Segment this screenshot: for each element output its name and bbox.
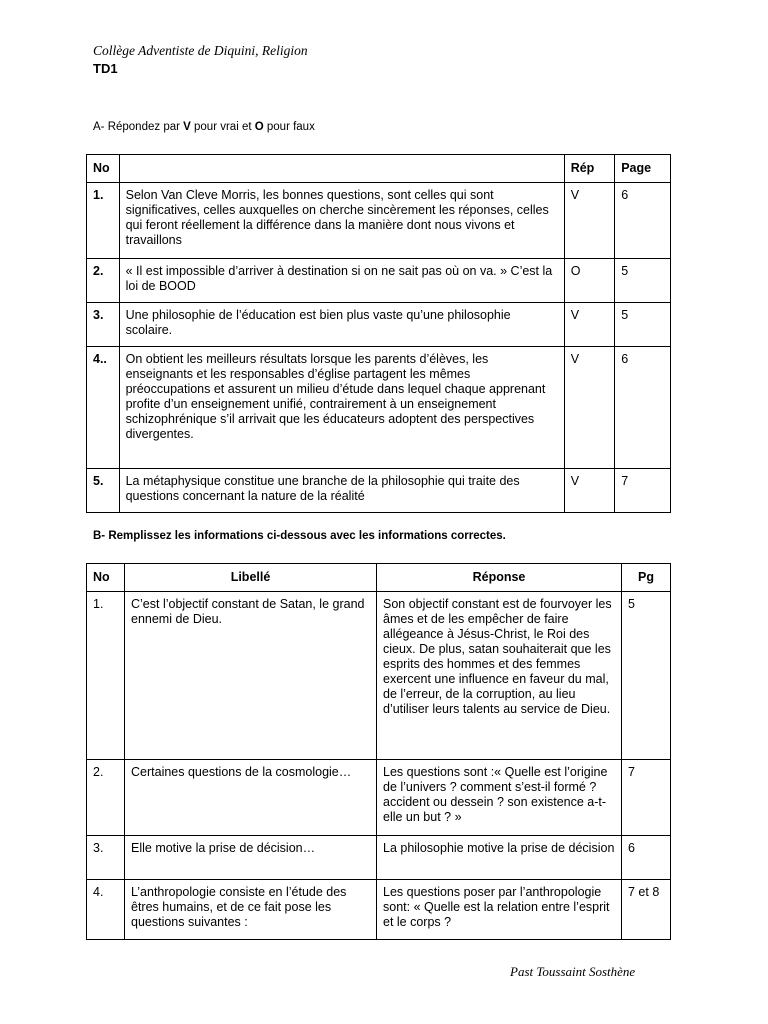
row-pg: 5: [622, 592, 671, 760]
signature: Past Toussaint Sosthène: [510, 964, 636, 979]
row-number: 3.: [87, 836, 125, 880]
row-pg: 7 et 8: [622, 880, 671, 940]
row-page: 7: [615, 469, 671, 513]
row-number: 2.: [87, 259, 120, 303]
row-answer: V: [564, 469, 615, 513]
row-statement: Une philosophie de l’éducation est bien plus vaste qu’une philosophie scolaire.: [119, 303, 564, 347]
fill-in-table: [86, 563, 671, 940]
table-row: [87, 259, 671, 303]
row-answer: V: [564, 183, 615, 259]
header-page: Page: [615, 155, 671, 183]
row-statement: Selon Van Cleve Morris, les bonnes questions, sont celles qui sont significatives, celles auxquelles on cherche sincèrement les réponses, celles qui feront réellement la différence dans la manière dont nous vivons et travaillons: [119, 183, 564, 259]
section-a-instruction: A- Répondez par V pour vrai et O pour faux: [93, 121, 315, 133]
row-page: 5: [615, 303, 671, 347]
row-number: 4..: [87, 347, 120, 469]
table-row: [87, 303, 671, 347]
row-reponse: La philosophie motive la prise de décision: [377, 836, 622, 880]
row-reponse: Les questions poser par l’anthropologie sont: « Quelle est la relation entre l’esprit et le corps ?: [377, 880, 622, 940]
table-row: [87, 183, 671, 259]
row-number: 1.: [87, 592, 125, 760]
row-number: 1.: [87, 183, 120, 259]
row-statement: On obtient les meilleurs résultats lorsque les parents d’élèves, les enseignants et les responsables d’église partagent les mêmes préoccupations et assurent un milieu d’étude dans lequel chaque apprenant profite d’un enseignement unifié, contrairement à un enseignement schizophrénique s’il arrivait que les éducateurs adoptent des perspectives divergentes.: [119, 347, 564, 469]
document-title: TD1: [93, 61, 118, 76]
school-header: Collège Adventiste de Diquini, Religion: [93, 43, 308, 58]
header-reponse: Réponse: [377, 564, 622, 592]
row-number: 4.: [87, 880, 125, 940]
header-libelle: Libellé: [125, 564, 377, 592]
row-reponse: Son objectif constant est de fourvoyer les âmes et de les empêcher de faire allégeance à Jésus-Christ, le Roi des cieux. De plus, satan souhaiterait que les esprits des hommes et des femmes exercent une influence en faveur du mal, de l’erreur, de la corruption, au lieu d’utiliser leurs talents au service de Dieu.: [377, 592, 622, 760]
table-row: [87, 347, 671, 469]
row-statement: La métaphysique constitue une branche de la philosophie qui traite des questions concernant la nature de la réalité: [119, 469, 564, 513]
row-number: 5.: [87, 469, 120, 513]
row-statement: « Il est impossible d’arriver à destination si on ne sait pas où on va. » C’est la loi de BOOD: [119, 259, 564, 303]
row-page: 6: [615, 347, 671, 469]
row-libelle: C’est l’objectif constant de Satan, le grand ennemi de Dieu.: [125, 592, 377, 760]
header-no: No: [87, 564, 125, 592]
row-answer: V: [564, 303, 615, 347]
row-page: 6: [615, 183, 671, 259]
row-libelle: Certaines questions de la cosmologie…: [125, 760, 377, 836]
header-rep: Rép: [564, 155, 615, 183]
row-page: 5: [615, 259, 671, 303]
row-pg: 6: [622, 836, 671, 880]
header-no: No: [87, 155, 120, 183]
row-number: 2.: [87, 760, 125, 836]
row-libelle: Elle motive la prise de décision…: [125, 836, 377, 880]
table-header-row: [87, 564, 671, 592]
table-row: [87, 760, 671, 836]
table-header-row: [87, 155, 671, 183]
row-reponse: Les questions sont :« Quelle est l’origine de l’univers ? comment s’est-il formé ? accident ou dessein ? son existence a-t-elle un but ? »: [377, 760, 622, 836]
row-answer: O: [564, 259, 615, 303]
section-b-instruction: B- Remplissez les informations ci-dessous avec les informations correctes.: [93, 530, 506, 542]
row-number: 3.: [87, 303, 120, 347]
header-statement: [119, 155, 564, 183]
table-row: [87, 592, 671, 760]
table-row: [87, 469, 671, 513]
table-row: [87, 880, 671, 940]
header-pg: Pg: [622, 564, 671, 592]
table-row: [87, 836, 671, 880]
true-false-table: [86, 154, 671, 513]
row-pg: 7: [622, 760, 671, 836]
row-answer: V: [564, 347, 615, 469]
row-libelle: L’anthropologie consiste en l’étude des êtres humains, et de ce fait pose les questions suivantes :: [125, 880, 377, 940]
